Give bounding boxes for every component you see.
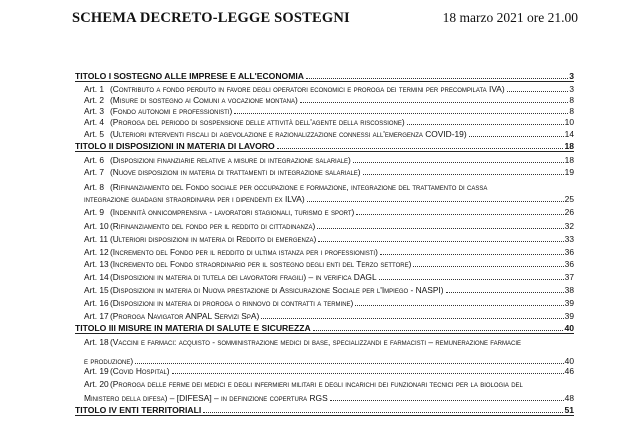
document-title: SCHEMA DECRETO-LEGGE SOSTEGNI — [72, 10, 350, 26]
toc-page-number: 51 — [564, 405, 574, 415]
toc-page-number: 19 — [564, 167, 574, 177]
toc-entry-text: (Covid Hospital) — [110, 366, 170, 376]
toc-entry[interactable] — [84, 181, 574, 192]
toc-entry-text: (Disposizioni in materia di proroga o rinnovo di contratti a termine) — [110, 298, 354, 308]
toc-entry-number: Art. 18 — [84, 337, 109, 347]
toc-entry-text: TITOLO IV ENTI TERRITORIALI — [75, 405, 202, 415]
toc-dot-leader — [380, 254, 564, 255]
toc-dot-leader — [203, 412, 563, 413]
toc-entry-number: Art. 20 — [84, 379, 109, 389]
toc-section-title[interactable] — [75, 140, 574, 151]
toc-dot-leader — [413, 266, 563, 267]
toc-dot-leader — [234, 113, 568, 114]
toc-entry-text: (Incremento del Fondo per il reddito di ultima istanza per i professionisti) — [110, 247, 378, 257]
toc-entry-number: Art. 6 — [84, 155, 105, 165]
toc-entry-text: TITOLO III MISURE IN MATERIA DI SALUTE E SICUREZZA — [75, 323, 311, 333]
toc-page-number: 32 — [564, 221, 574, 231]
toc-page-number: 39 — [564, 298, 574, 308]
toc-dot-leader — [446, 292, 564, 293]
toc-entry-text: (Contributo a fondo perduto in favore degli operatori economici e proroga dei termini per precompilata IVA) — [110, 84, 505, 94]
toc-page-number: 48 — [564, 393, 574, 403]
toc-page-number: 18 — [564, 141, 574, 151]
toc-entry-text: TITOLO I SOSTEGNO ALLE IMPRESE E ALL'ECONOMIA — [75, 71, 304, 81]
toc-entry-number: Art. 1 — [84, 84, 105, 94]
toc-dot-leader — [318, 241, 563, 242]
toc-entry-number: Art. 3 — [84, 106, 105, 116]
toc-page-number: 38 — [564, 285, 574, 295]
toc-dot-leader — [469, 136, 564, 137]
toc-section-title[interactable] — [75, 322, 574, 333]
toc-page-number: 8 — [569, 95, 574, 105]
toc-entry[interactable] — [84, 105, 574, 116]
toc-entry[interactable] — [84, 258, 574, 269]
toc-dot-leader — [307, 201, 564, 202]
toc-entry-text: (Ulteriori disposizioni in materia di Reddito di emergenza) — [110, 234, 317, 244]
toc-entry-text: (Disposizioni finanziarie relative a misure di integrazione salariale) — [110, 155, 351, 165]
toc-page-number: 36 — [564, 259, 574, 269]
toc-entry[interactable] — [84, 336, 574, 347]
toc-entry-text: (Fondo autonomi e professionisti) — [110, 106, 233, 116]
toc-entry[interactable] — [84, 166, 574, 177]
toc-dot-leader — [277, 148, 564, 149]
toc-entry-number: Art. 15 — [84, 285, 109, 295]
document-date: 18 marzo 2021 ore 21.00 — [442, 10, 578, 25]
toc-entry[interactable] — [84, 271, 574, 282]
toc-section-title[interactable] — [75, 404, 574, 415]
toc-entry-number: Art. 16 — [84, 298, 109, 308]
toc-entry-number: Art. 9 — [84, 207, 105, 217]
toc-entry-text: (Proroga del periodo di sospensione delle attività dell'agente della riscossione) — [110, 117, 405, 127]
toc-entry-text: (Disposizioni in materia di tutela dei lavoratori fragili) – in verifica DAGL — [110, 272, 377, 282]
toc-page-number: 39 — [564, 311, 574, 321]
toc-entry[interactable] — [84, 220, 574, 231]
section-underline — [75, 81, 574, 82]
toc-entry-number: Art. 13 — [84, 259, 109, 269]
toc-dot-leader — [313, 330, 564, 331]
toc-dot-leader — [379, 279, 564, 280]
toc-page-number: 18 — [564, 155, 574, 165]
toc-entry-text: (Misure di sostegno ai Comuni a vocazione montana) — [110, 95, 298, 105]
toc-entry-number: Art. 4 — [84, 117, 105, 127]
toc-dot-leader — [353, 162, 564, 163]
section-underline — [75, 415, 574, 416]
toc-entry-number: Art. 11 — [84, 234, 109, 244]
toc-page-number: 40 — [564, 356, 574, 366]
toc-page-number: 10 — [564, 117, 574, 127]
toc-dot-leader — [300, 102, 569, 103]
toc-entry-continuation[interactable] — [84, 392, 574, 403]
toc-entry[interactable] — [84, 83, 574, 94]
toc-entry[interactable] — [84, 154, 574, 165]
toc-entry-text: integrazione guadagni straordinaria per i dipendenti ex ILVA) — [84, 194, 305, 204]
toc-page-number: 46 — [564, 366, 574, 376]
toc-entry-text: (Incremento del Fondo straordinario per il sostegno degli enti del Terzo settore) — [110, 259, 412, 269]
toc-entry-text: (Rifinanziamento del fondo per il reddito di cittadinanza) — [110, 221, 316, 231]
toc-page-number: 37 — [564, 272, 574, 282]
toc-page-number: 36 — [564, 247, 574, 257]
toc-entry-number: Art. 5 — [84, 129, 105, 139]
toc-dot-leader — [261, 318, 563, 319]
toc-entry-text: (Rifinanziamento del Fondo sociale per occupazione e formazione, integrazione del trattamento di cassa — [110, 182, 488, 192]
toc-page-number: 40 — [564, 323, 574, 333]
toc-dot-leader — [306, 78, 568, 79]
toc-entry-number: Art. 17 — [84, 311, 109, 321]
toc-entry[interactable] — [84, 246, 574, 257]
toc-page-number: 3 — [569, 71, 574, 81]
toc-dot-leader — [355, 305, 563, 306]
toc-entry[interactable] — [84, 233, 574, 244]
toc-entry-number: Art. 8 — [84, 182, 105, 192]
toc-entry-number: Art. 10 — [84, 221, 109, 231]
toc-entry-text: (Proroga Navigator ANPAL Servizi SpA) — [110, 311, 260, 321]
toc-entry[interactable] — [84, 378, 574, 389]
toc-page-number: 33 — [564, 234, 574, 244]
toc-dot-leader — [507, 91, 569, 92]
toc-entry[interactable] — [84, 128, 574, 139]
toc-page-number: 25 — [564, 194, 574, 204]
toc-entry[interactable] — [84, 297, 574, 308]
toc-entry-text: (Nuove disposizioni in materia di trattamenti di integrazione salariale) — [110, 167, 361, 177]
toc-dot-leader — [317, 228, 563, 229]
toc-entry-number: Art. 7 — [84, 167, 105, 177]
toc-dot-leader — [356, 214, 563, 215]
toc-page-number: 26 — [564, 207, 574, 217]
toc-entry-text: (Disposizioni in materia di Nuova prestazione di Assicurazione Sociale per l'Impiego - NASPI) — [110, 285, 444, 295]
toc-dot-leader — [172, 373, 564, 374]
toc-entry-number: Art. 12 — [84, 247, 109, 257]
toc-entry-text: e produzione) — [84, 356, 134, 366]
toc-entry[interactable] — [84, 206, 574, 217]
toc-entry[interactable] — [84, 284, 574, 295]
toc-page-number: 8 — [569, 106, 574, 116]
toc-entry-text: (Proroga delle ferme dei medici e degli infermieri militari e degli incarichi dei funzionari tecnici per la biologia del — [110, 379, 523, 389]
toc-entry-text: TITOLO II DISPOSIZIONI IN MATERIA DI LAVORO — [75, 141, 275, 151]
section-underline — [75, 151, 574, 152]
toc-entry-text: Ministero della difesa) – [DIFESA] – in definizione copertura RGS — [84, 393, 328, 403]
toc-section-title[interactable] — [75, 70, 574, 81]
toc-entry-number: Art. 2 — [84, 95, 105, 105]
toc-dot-leader — [363, 174, 564, 175]
toc-entry[interactable] — [84, 94, 574, 105]
toc-entry[interactable] — [84, 116, 574, 127]
toc-entry-number: Art. 19 — [84, 366, 109, 376]
toc-dot-leader — [330, 400, 564, 401]
toc-entry-text: (Indennità onnicomprensiva - lavoratori stagionali, turismo e sport) — [110, 207, 355, 217]
toc-dot-leader — [135, 363, 564, 364]
toc-entry-number: Art. 14 — [84, 272, 109, 282]
toc-entry-text: (Ulteriori interventi fiscali di agevolazione e razionalizzazione connessi all'emergenza COVID-19) — [110, 129, 467, 139]
toc-entry[interactable] — [84, 365, 574, 376]
section-underline — [75, 333, 574, 334]
toc-entry-continuation[interactable] — [84, 193, 574, 204]
toc-entry[interactable] — [84, 310, 574, 321]
toc-dot-leader — [407, 124, 564, 125]
toc-page-number: 14 — [564, 129, 574, 139]
toc-entry-text: (Vaccini e farmaci: acquisto - somministrazione medici di base, specializzandi e farmacisti – remunerazione farmacie — [110, 337, 521, 347]
toc-page-number: 3 — [569, 84, 574, 94]
